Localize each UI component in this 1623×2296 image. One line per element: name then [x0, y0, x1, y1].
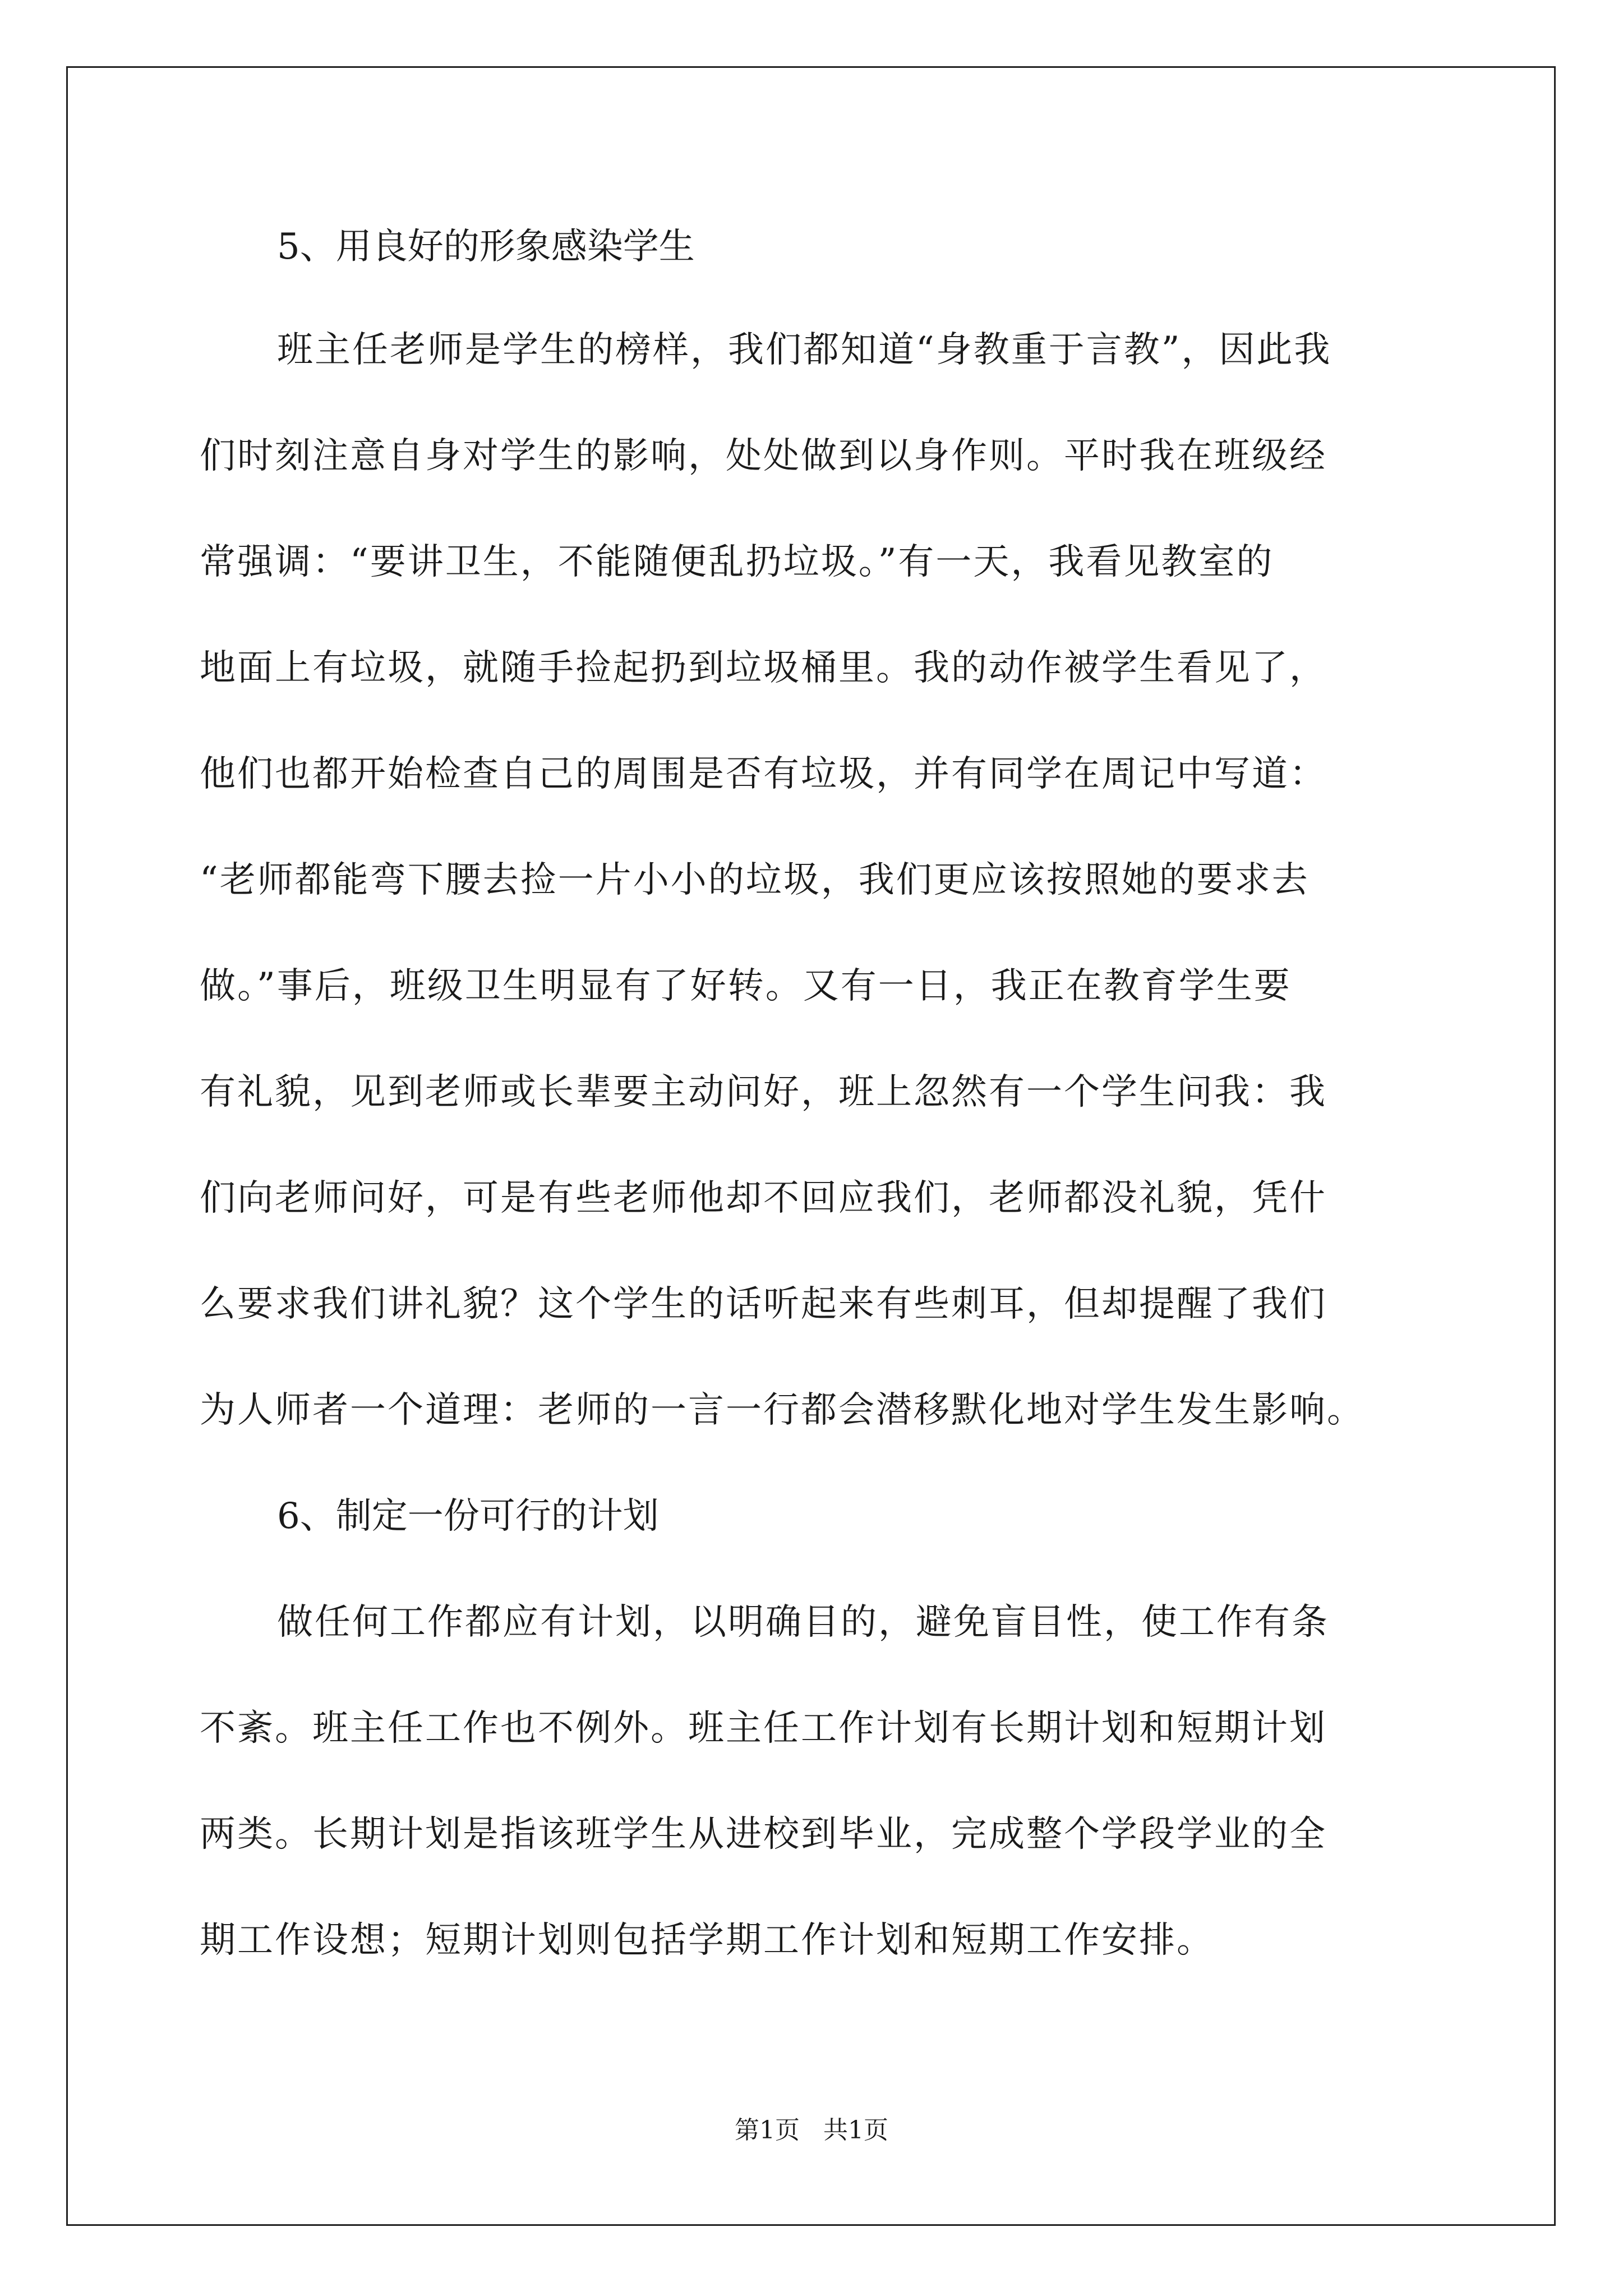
section-6-paragraph [200, 1597, 1433, 1966]
paragraph-line: 做任何工作都应有计划，以明确目的，避免盲目性，使工作有条 [277, 1602, 1329, 1643]
paragraph-line: 做。”事后，班级卫生明显有了好转。又有一日，我正在教育学生要 [200, 965, 1292, 1007]
paragraph-line: 有礼貌，见到老师或长辈要主动问好，班上忽然有一个学生问我：我 [200, 1071, 1327, 1113]
paragraph-line: 班主任老师是学生的榜样，我们都知道“身教重于言教”，因此我 [277, 329, 1332, 371]
paragraph-line: 两类。长期计划是指该班学生从进校到毕业，完成整个学段学业的全 [200, 1814, 1327, 1855]
paragraph-line: 们时刻注意自身对学生的影响，处处做到以身作则。平时我在班级经 [200, 435, 1327, 477]
paragraph-line: 期工作设想；短期计划则包括学期工作计划和短期工作安排。 [200, 1920, 1214, 1961]
paragraph-line: 地面上有垃圾，就随手捡起扔到垃圾桶里。我的动作被学生看见了， [200, 647, 1327, 689]
document-body [200, 222, 1433, 1966]
section-5-paragraph [200, 325, 1433, 1435]
paragraph-line: 么要求我们讲礼貌？这个学生的话听起来有些刺耳，但却提醒了我们 [200, 1283, 1327, 1325]
section-5-heading: 5、用良好的形象感染学生 [277, 226, 695, 268]
paragraph-line: 他们也都开始检查自己的周围是否有垃圾，并有同学在周记中写道： [200, 753, 1327, 795]
paragraph-line: 常强调：“要讲卫生，不能随便乱扔垃圾。”有一天，我看见教室的 [200, 541, 1274, 583]
paragraph-line: 们向老师问好，可是有些老师他却不回应我们，老师都没礼貌，凭什 [200, 1177, 1327, 1219]
paragraph-line: “老师都能弯下腰去捡一片小小的垃圾，我们更应该按照她的要求去 [200, 859, 1310, 901]
page-number-footer: 第1页 共1页 [735, 2116, 888, 2145]
section-6-heading: 6、制定一份可行的计划 [277, 1496, 659, 1537]
paragraph-line: 为人师者一个道理：老师的一言一行都会潜移默化地对学生发生影响。 [200, 1389, 1364, 1431]
paragraph-line: 不紊。班主任工作也不例外。班主任工作计划有长期计划和短期计划 [200, 1708, 1327, 1749]
